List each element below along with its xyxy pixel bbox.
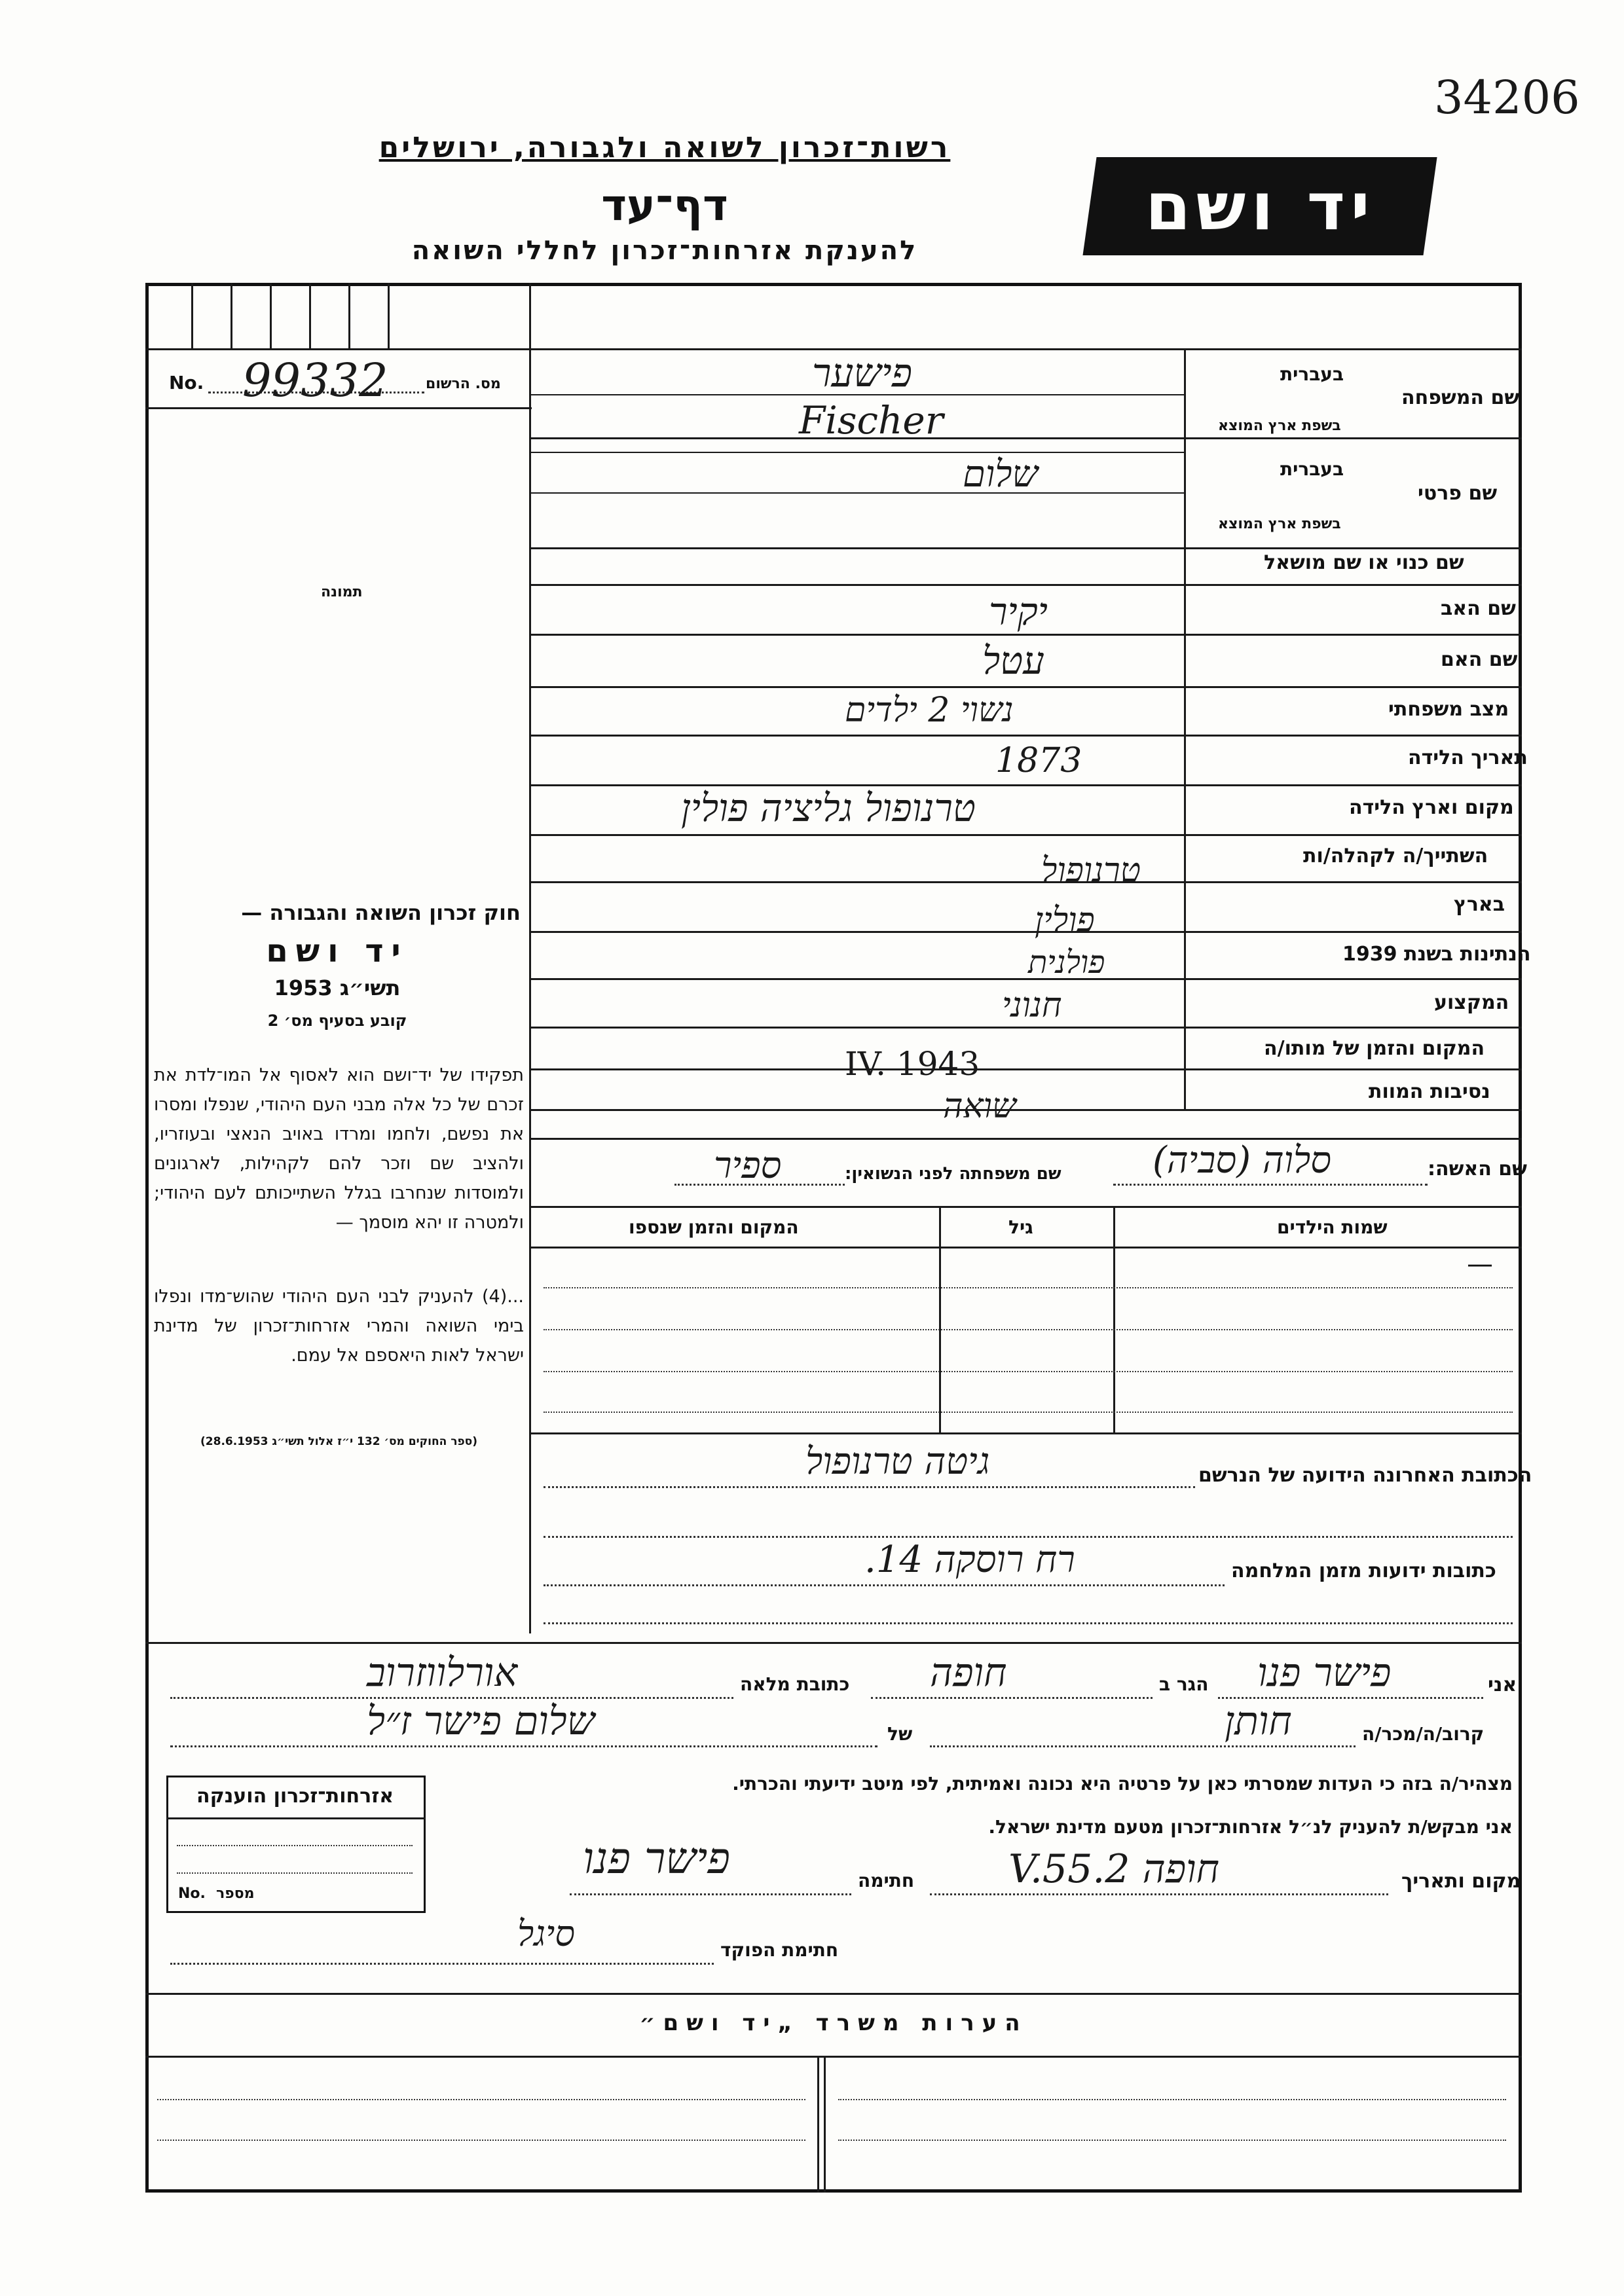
- registration-number: 99332: [242, 354, 388, 407]
- archive-number: 34206: [1434, 71, 1580, 124]
- birth-date-value[interactable]: 1873: [995, 741, 1082, 780]
- birth-place-value[interactable]: טרנופול גליציה פולין: [681, 786, 976, 830]
- citizenship-1939-label: הנתינות בשנת 1939: [1342, 943, 1531, 966]
- full-address-label: כתובת מלאה: [740, 1673, 850, 1695]
- registration-label: מס. הרשום: [426, 376, 501, 392]
- country-value[interactable]: פולין: [1035, 901, 1095, 940]
- nickname-label: שם כנוי או שם מושאל: [1264, 551, 1464, 574]
- war-address-label: כתובות ידועות מזמן המלחמה: [1231, 1559, 1496, 1582]
- yad-vashem-logo: [1082, 157, 1437, 255]
- law-name: יד ושם: [266, 933, 409, 970]
- first-name-in-hebrew-label: בעברית: [1280, 458, 1344, 480]
- family-name-origin-value[interactable]: Fischer: [799, 398, 944, 443]
- birth-place-label: מקום וארץ הלידה: [1349, 796, 1514, 819]
- photo-label: תמונה: [321, 584, 363, 600]
- war-address-value[interactable]: רח רוסקה 14.: [864, 1539, 1075, 1581]
- family-name-in-origin-label: בשפת ארץ המוצא: [1218, 418, 1341, 434]
- place-date-label: מקום ותאריך: [1401, 1870, 1521, 1893]
- declaration-request: אני מבקש/ת להעניק לנ״ל אזרחות־זכרון מטעם מדינת ישראל.: [988, 1816, 1513, 1838]
- death-circumstances-label: נסיבות המוות: [1369, 1080, 1490, 1103]
- marital-status-label: מצב משפחתי: [1388, 698, 1509, 721]
- country-label: בארץ: [1454, 893, 1505, 916]
- occupation-label: המקצוע: [1434, 991, 1509, 1014]
- citizenship-granted-title: אזרחות־זכרון הוענקה: [196, 1785, 394, 1808]
- law-section: קובע בסעיף מס׳ 2: [267, 1011, 407, 1030]
- signature-label: חתימה: [858, 1870, 915, 1891]
- logo-text: יד ושם: [1145, 168, 1375, 245]
- wife-name-label: שם האשה:: [1428, 1157, 1527, 1180]
- death-place-value[interactable]: IV. 1943: [845, 1045, 980, 1083]
- children-names-header: שמות הילדים: [1277, 1216, 1388, 1238]
- wife-maiden-name-label: שם משפחתה לפני הנשואין:: [845, 1164, 1061, 1184]
- last-address-label: הכתובת האחרונה הידועה של הנרשם: [1198, 1464, 1532, 1487]
- death-place-label: המקום והזמן של מותו/ה: [1264, 1037, 1485, 1060]
- relation-label: קרוב/ה/מכר/ה: [1362, 1723, 1485, 1745]
- mother-name-label: שם האם: [1441, 648, 1518, 671]
- place-date-value[interactable]: חופה 2.V.55: [1008, 1846, 1220, 1892]
- declaration-statement: מצהיר/ה בזה כי העדות שמסרתי כאן על פרטיה היא נכונה ואמיתית, לפי מיטב ידיעתי והכרתי.: [732, 1773, 1513, 1795]
- citizenship-no-label: No.: [178, 1886, 206, 1902]
- family-name-label: שם המשפחה: [1401, 386, 1520, 409]
- occupation-value[interactable]: חנוני: [1002, 986, 1062, 1025]
- office-notes-title: הערות משרד „יד ושם״: [639, 2010, 1028, 2036]
- citizenship-1939-value[interactable]: פולנית: [1028, 944, 1105, 981]
- children-table-row: —: [1467, 1249, 1493, 1279]
- family-name-in-hebrew-label: בעברית: [1280, 363, 1344, 385]
- community-label: השתייך/ה לקהלה/ות: [1303, 845, 1488, 867]
- of-label: של: [887, 1723, 913, 1745]
- law-citation: (ספר החוקים מס׳ 132 י״ז אלול תשי״ג 28.6.1953): [200, 1435, 477, 1448]
- death-circumstances-value[interactable]: שואה: [943, 1087, 1016, 1126]
- officer-signature[interactable]: סיגל: [517, 1913, 575, 1954]
- declarant-name-value[interactable]: פישר פנו: [1257, 1650, 1392, 1696]
- law-paragraph-2: ...(4) להעניק לבני העם היהודי שהוש־מדו ונפלו בימי השואה והמרי אזרחות־זכרון של מדינת ישראל לאות היאספם אל עמם.: [154, 1286, 524, 1366]
- full-address-value[interactable]: אורלווזרוב: [367, 1650, 518, 1696]
- law-title: חוק זכרון השואה והגבורה —: [241, 900, 521, 925]
- children-place-header: המקום והזמן שנספו: [629, 1216, 799, 1238]
- wife-maiden-name-value[interactable]: ספיר: [714, 1144, 782, 1187]
- deceased-name-value[interactable]: שלום פישר ז״ל: [367, 1698, 595, 1744]
- birth-date-label: תאריך הלידה: [1408, 746, 1528, 769]
- last-address-value[interactable]: גיטה טרנופול: [805, 1440, 990, 1483]
- officer-signature-label: חתימת הפוקד: [720, 1939, 839, 1961]
- mother-name-value[interactable]: עטל: [982, 638, 1044, 683]
- declarant-signature[interactable]: פישר פנו: [583, 1833, 730, 1884]
- form-subtitle: להענקת אזרחות־זכרון לחללי השואה: [411, 236, 918, 266]
- marital-status-value[interactable]: נשוי 2 ילדים: [845, 691, 1014, 730]
- family-name-hebrew-value[interactable]: פישער: [812, 350, 913, 396]
- wife-name-value[interactable]: סלוה (סביה): [1153, 1139, 1332, 1182]
- law-paragraph-1: תפקידו של יד־ושם הוא לאסוף אל המו־לדת את זכרם של כל אלה מבני העם היהודי, שנפלו ומסרו את נפשם, ולחמו ומרדו באויב הנאצי ובעוזריו, ולהציב שם וזכר להם לקהילות, לארגונים ולמוסדות שנחרבו בגלל השתייכותם לעם היהודי; ולמטרה זו יהא מוסמך —: [154, 1065, 524, 1233]
- registration-no-label: No.: [169, 372, 204, 393]
- declarant-label: אני: [1488, 1673, 1517, 1696]
- resides-city-value[interactable]: חופה: [930, 1650, 1007, 1696]
- authority-title: רשות־זכרון לשואה ולגבורה, ירושלים: [378, 131, 951, 164]
- father-name-value[interactable]: יקיר: [989, 589, 1048, 634]
- father-name-label: שם האב: [1441, 597, 1516, 620]
- law-year: תשי״ג 1953: [274, 975, 401, 1000]
- relation-value[interactable]: חותן: [1225, 1698, 1292, 1744]
- form-title: דף־עד: [601, 180, 728, 230]
- resides-in-label: הגר ב: [1159, 1673, 1209, 1695]
- first-name-in-origin-label: בשפת ארץ המוצא: [1218, 516, 1341, 532]
- first-name-hebrew-value[interactable]: שלום: [963, 453, 1039, 496]
- citizenship-number-label: מספר: [216, 1886, 255, 1902]
- community-value[interactable]: טרנופול: [1041, 851, 1141, 890]
- children-age-header: גיל: [1008, 1216, 1033, 1238]
- first-name-label: שם פרטי: [1418, 482, 1498, 505]
